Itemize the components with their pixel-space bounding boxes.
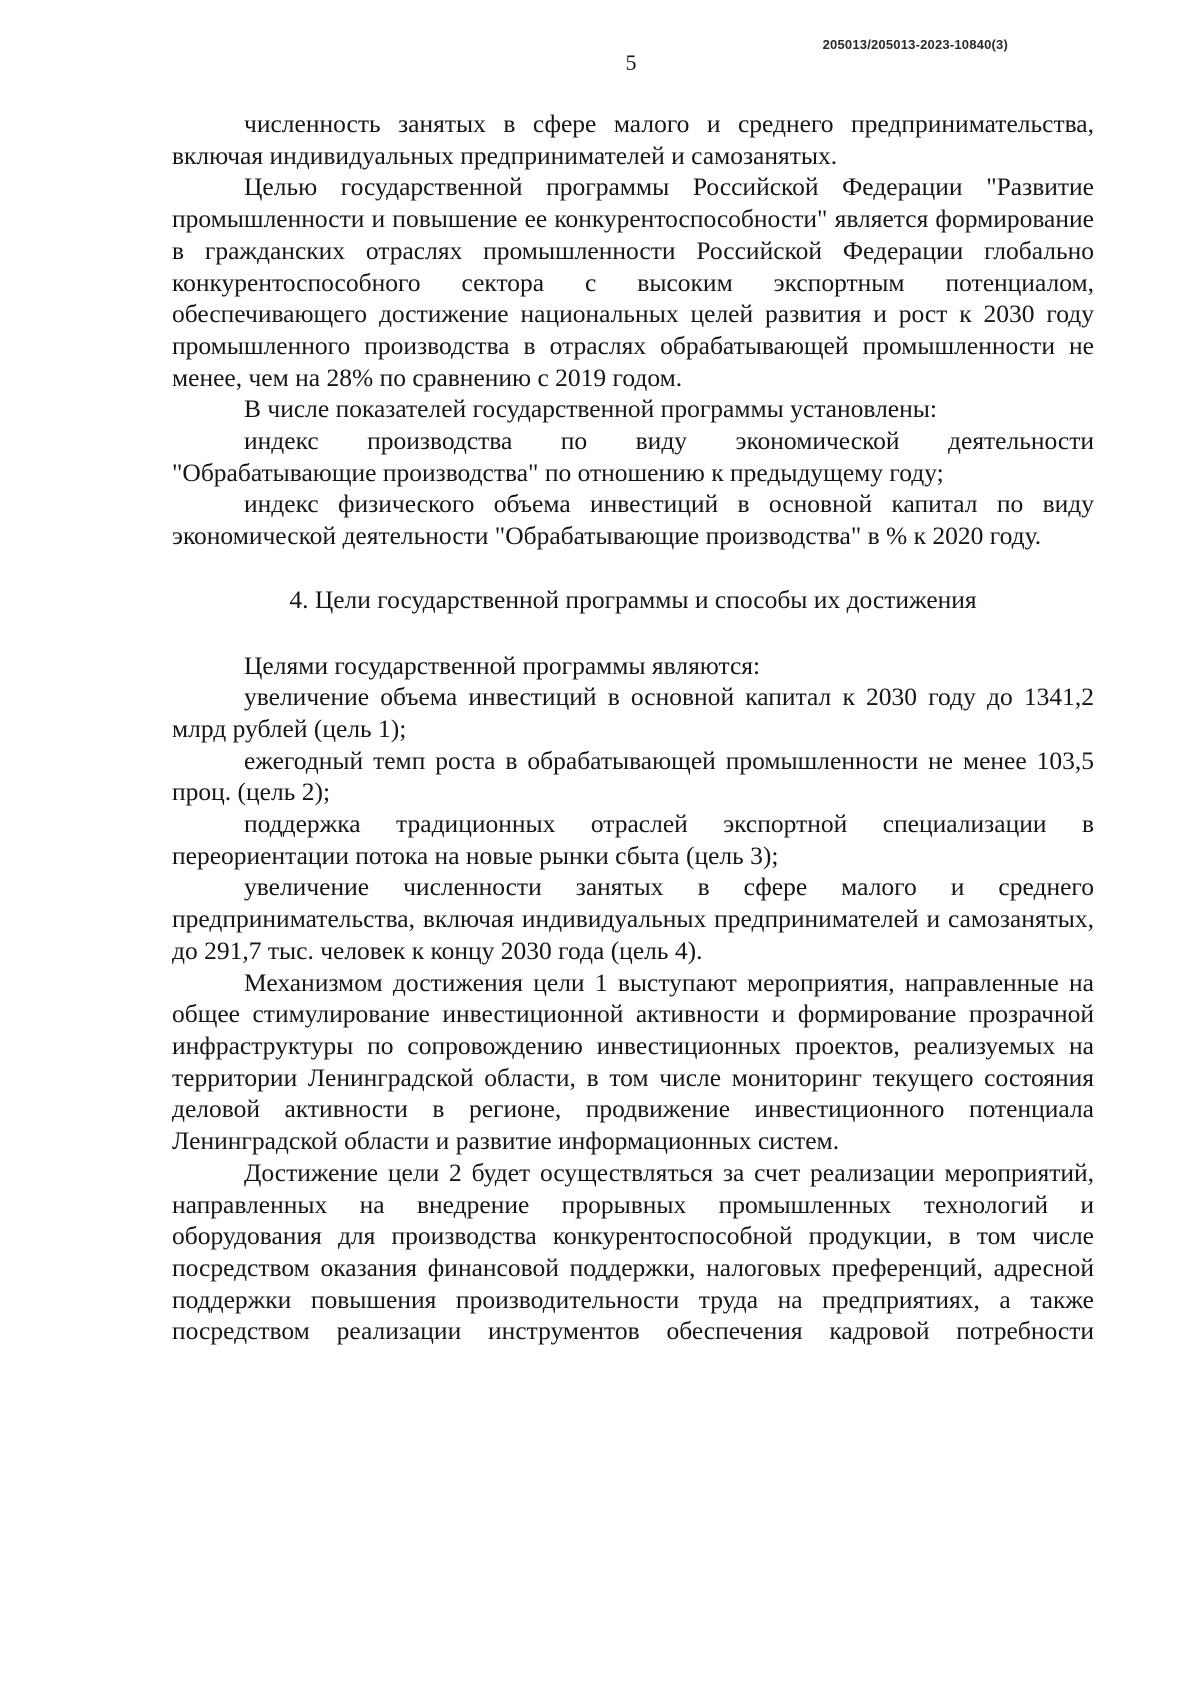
paragraph-goal-4: увеличение численности занятых в сфере малого и среднего предпринимательства, включая индивидуальных предпринимателей и самозанятых, до 291,7 тыс. человек к концу 2030 года (цель 4). xyxy=(172,872,1094,965)
paragraph-goal-1: увеличение объема инвестиций в основной капитал к 2030 году до 1341,2 млрд рублей (цель 1); xyxy=(172,682,1094,743)
paragraph-indicators-intro: В числе показателей государственной программы установлены: xyxy=(244,394,937,424)
section-heading: 4. Цели государственной программы и способы их достижения xyxy=(289,584,977,614)
paragraph-goals-intro: Целями государственной программы являются: xyxy=(244,650,761,680)
paragraph-employment: численность занятых в сфере малого и среднего предпринимательства, включая индивидуальных предпринимателей и самозанятых. xyxy=(172,109,1094,170)
paragraph-goal-2-mechanism: Достижение цели 2 будет осуществляться за счет реализации мероприятий, направленных на внедрение прорывных промышленных технологий и оборудования для производства конкурентоспособной продукции, в том числе посредством оказания финансовой поддержки, налоговых преференций, адресной поддержки повышения производительности труда на предприятиях, а также посредством реализации инструментов обеспечения кадровой потребности xyxy=(172,1157,1094,1346)
paragraph-federal-goal: Целью государственной программы Российской Федерации "Развитие промышленности и повышение ее конкурентоспособности" является формирование в гражданских отраслях промышленности Российской Федерации глобально конкурентоспособного сектора с высоким экспортным потенциалом, обеспечивающего достижение национальных целей развития и рост к 2030 году промышленного производства в отраслях обрабатывающей промышленности не менее, чем на 28% по сравнению с 2019 годом. xyxy=(172,172,1094,392)
paragraph-goal-1-mechanism: Механизмом достижения цели 1 выступают мероприятия, направленные на общее стимулирование инвестиционной активности и формирование прозрачной инфраструктуры по сопровождению инвестиционных проектов, реализуемых на территории Ленинградской области, в том числе мониторинг текущего состояния деловой активности в регионе, продвижение инвестиционного потенциала Ленинградской области и развитие информационных систем. xyxy=(172,967,1094,1156)
paragraph-goal-3: поддержка традиционных отраслей экспортной специализации в переориентации потока на новые рынки сбыта (цель 3); xyxy=(172,809,1094,870)
document-id: 205013/205013-2023-10840(3) xyxy=(822,37,1008,52)
page-number: 5 xyxy=(625,50,637,75)
document-body xyxy=(172,108,1094,1347)
paragraph-production-index: индекс производства по виду экономической деятельности "Обрабатывающие производства" по отношению к предыдущему году; xyxy=(172,426,1094,487)
paragraph-goal-2: ежегодный темп роста в обрабатывающей промышленности не менее 103,5 проц. (цель 2); xyxy=(172,745,1094,807)
paragraph-investment-index: индекс физического объема инвестиций в основной капитал по виду экономической деятельности "Обрабатывающие производства" в % к 2020 году. xyxy=(172,489,1094,551)
